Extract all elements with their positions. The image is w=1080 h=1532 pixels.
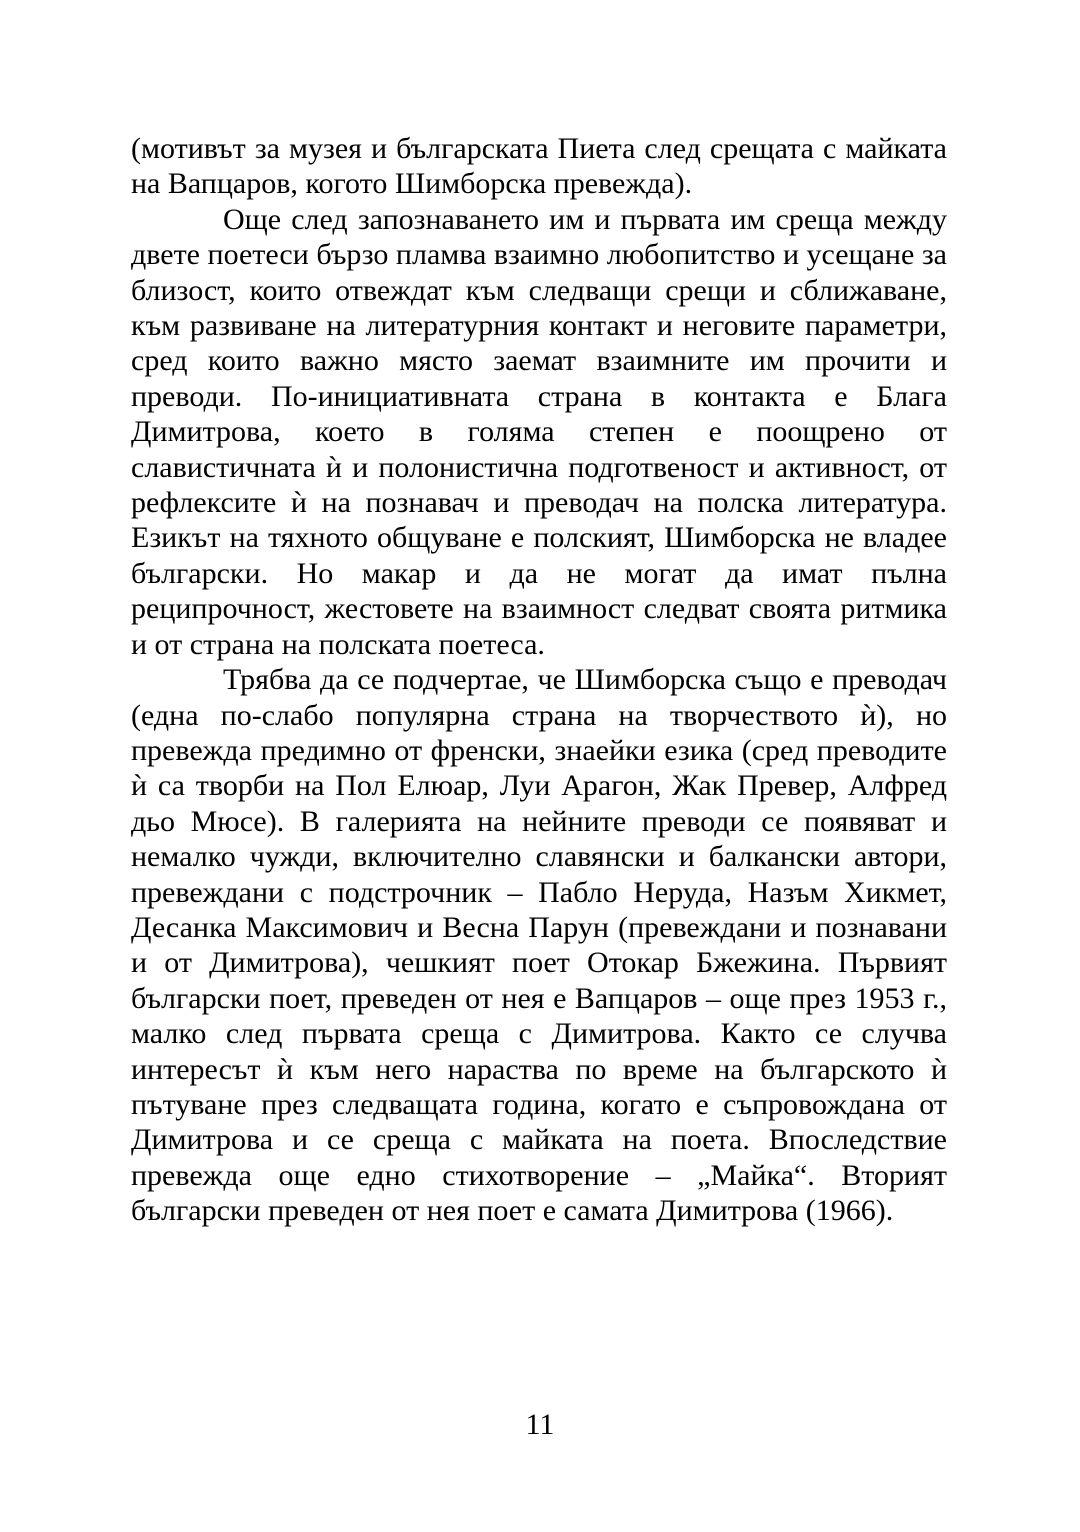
document-body (131, 131, 947, 1229)
paragraph-2: Още след запознаването им и първата им среща между двете поетеси бързо пламва взаимно любопитство и усещане за близост, които отвеждат към следващи срещи и сближаване, към развиване на литературния контакт и неговите параметри, сред които важно място заемат взаимните им прочити и преводи. По-инициативната страна в контакта е Блага Димитрова, което в голяма степен е поощрено от славистичната ѝ и полонистична подготвеност и активност, от рефлексите ѝ на познавач и преводач на полска литература. Езикът на тяхното общуване е полският, Шимборска не владее български. Но макар и да не могат да имат пълна реципрочност, жестовете на взаимност следват своята ритмика и от страна на полската поетеса. (131, 202, 947, 661)
page-number: 11 (525, 1408, 555, 1441)
paragraph-3: Трябва да се подчертае, че Шимборска също е преводач (една по-слабо популярна страна на творчеството ѝ), но превежда предимно от френски, знаейки езика (сред преводите ѝ са творби на Пол Елюар, Луи Арагон, Жак Превер, Алфред дьо Мюсе). В галерията на нейните преводи се появяват и немалко чужди, включително славянски и балкански автори, превеждани с подстрочник – Пабло Неруда, Назъм Хикмет, Десанка Максимович и Весна Парун (превеждани и познавани и от Димитрова), чешкият поет Отокар Бжежина. Първият български поет, преведен от нея е Вапцаров – още през 1953 г., малко след първата среща с Димитрова. Както се случва интересът ѝ към него нараства по време на българското ѝ пътуване през следващата година, когато е съпровождана от Димитрова и се среща с майката на поета. Впоследствие превежда още едно стихотворение – „Майка“. Вторият български преведен от нея поет е самата Димитрова (1966). (131, 663, 947, 1228)
paragraph-1: (мотивът за музея и българската Пиета след срещата с майката на Вапцаров, когото Шимборска превежда). (131, 132, 947, 201)
